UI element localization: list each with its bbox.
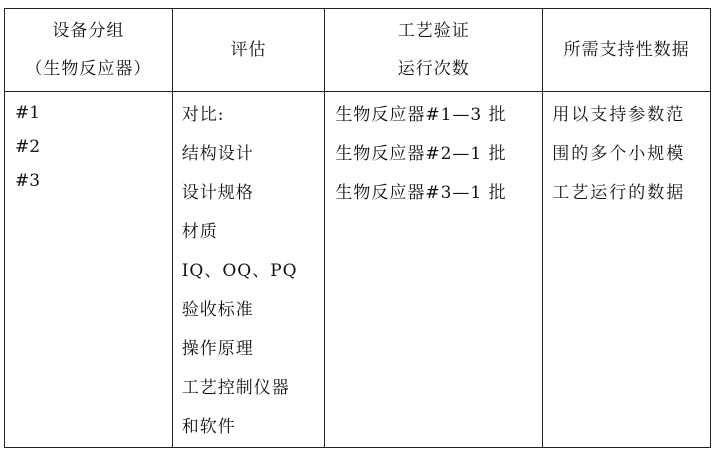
list-item: 材质 <box>181 222 218 242</box>
header-line: 设备分组 <box>52 21 125 41</box>
assessment-cell <box>172 92 325 448</box>
header-line: 评估 <box>230 40 267 60</box>
list-item: #1 <box>15 103 41 123</box>
list-item: IQ、OQ、PQ <box>181 261 298 281</box>
list-item: 围的多个小规模 <box>552 144 686 164</box>
list-item: #2 <box>15 137 41 157</box>
list-item: 用以支持参数范 <box>552 105 686 125</box>
header-line: （生物反应器） <box>25 59 152 79</box>
list-item: 对比: <box>181 105 225 125</box>
header-assessment <box>172 9 325 92</box>
equipment-group-cell <box>5 92 173 448</box>
table-body-row <box>5 92 711 448</box>
validation-runs-cell <box>325 92 543 448</box>
list-item: 操作原理 <box>181 339 254 359</box>
list-item: 设计规格 <box>181 183 254 203</box>
list-item: 工艺运行的数据 <box>552 183 686 203</box>
header-validation-runs <box>325 9 543 92</box>
list-item: 和软件 <box>181 417 236 437</box>
header-line: 所需支持性数据 <box>563 40 690 60</box>
table-header-row <box>5 9 711 92</box>
supporting-data-cell <box>543 92 711 448</box>
list-item: 结构设计 <box>181 144 254 164</box>
header-line: 运行次数 <box>397 59 470 79</box>
list-item: 验收标准 <box>181 300 254 320</box>
header-supporting-data <box>543 9 711 92</box>
header-equipment-group <box>5 9 173 92</box>
list-item: #3 <box>15 171 41 191</box>
list-item: 工艺控制仪器 <box>181 378 290 398</box>
validation-table <box>4 8 711 448</box>
list-item: 生物反应器#2—1 批 <box>335 144 507 164</box>
list-item: 生物反应器#1—3 批 <box>335 105 507 125</box>
header-line: 工艺验证 <box>397 21 470 41</box>
list-item: 生物反应器#3—1 批 <box>335 183 507 203</box>
